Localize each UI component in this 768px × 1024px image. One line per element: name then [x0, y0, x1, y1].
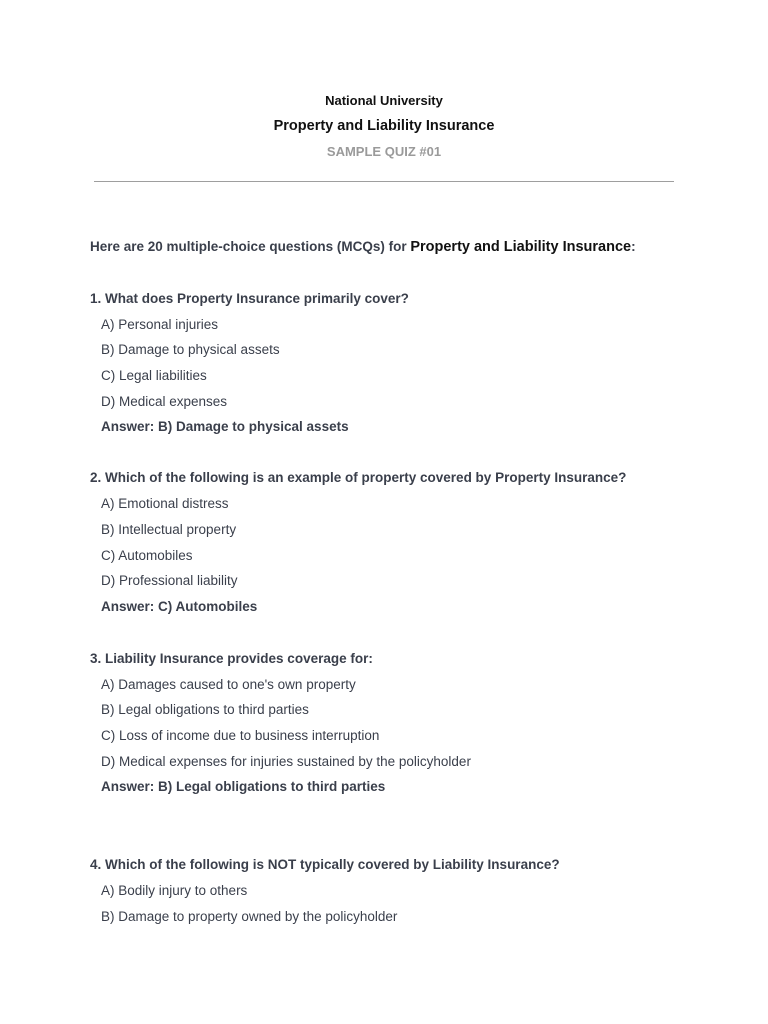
answer: Answer: B) Legal obligations to third parties	[101, 779, 386, 795]
option-a: A) Personal injuries	[101, 316, 219, 332]
intro-lead: Here are 20 multiple-choice questions (MCQs) for	[90, 239, 411, 254]
answer: Answer: C) Automobiles	[101, 598, 258, 614]
question-text: 3. Liability Insurance provides coverage for:	[90, 650, 373, 666]
quiz-content	[90, 236, 690, 928]
question-2	[90, 467, 690, 617]
course-title: Property and Liability Insurance	[273, 118, 495, 134]
header-divider	[94, 181, 674, 182]
option-b: B) Legal obligations to third parties	[101, 702, 309, 718]
option-a: A) Bodily injury to others	[101, 883, 248, 898]
option-d: D) Medical expenses for injuries sustained by the policyholder	[101, 753, 471, 769]
question-text: 2. Which of the following is an example of property covered by Property Insurance?	[90, 470, 627, 486]
question-3	[90, 648, 690, 798]
question-text: 4. Which of the following is NOT typically covered by Liability Insurance?	[90, 857, 560, 873]
option-a: A) Damages caused to one's own property	[101, 676, 356, 692]
intro-text	[90, 236, 690, 258]
option-c: C) Automobiles	[101, 547, 193, 563]
option-d: D) Professional liability	[101, 573, 238, 589]
option-c: C) Legal liabilities	[101, 368, 207, 384]
answer: Answer: B) Damage to physical assets	[101, 419, 349, 435]
option-a: A) Emotional distress	[101, 496, 229, 512]
option-b: B) Damage to physical assets	[101, 342, 280, 358]
option-c: C) Loss of income due to business interruption	[101, 727, 380, 743]
intro-topic: Property and Liability Insurance	[410, 239, 632, 255]
option-d: D) Medical expenses	[101, 393, 228, 409]
document-header	[0, 92, 768, 160]
option-b: B) Intellectual property	[101, 521, 237, 537]
question-4	[90, 854, 690, 927]
university-name: National University	[325, 93, 443, 108]
question-1	[90, 288, 690, 438]
quiz-label: SAMPLE QUIZ #01	[326, 144, 442, 159]
option-b: B) Damage to property owned by the policyholder	[101, 908, 398, 924]
intro-trail: :	[631, 239, 636, 254]
question-text: 1. What does Property Insurance primarily cover?	[90, 291, 409, 306]
